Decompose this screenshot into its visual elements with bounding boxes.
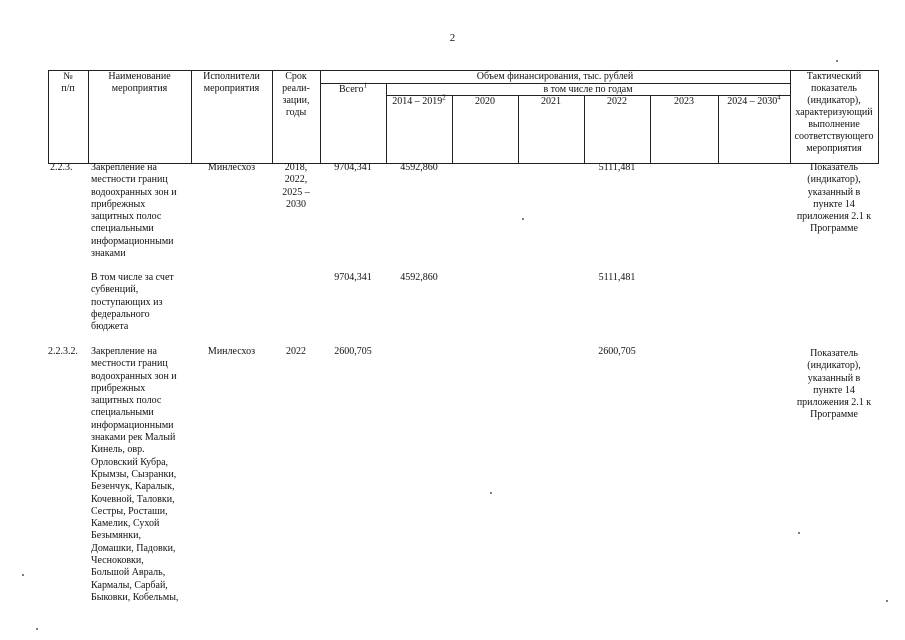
scan-speck bbox=[836, 60, 838, 62]
col-line bbox=[878, 70, 879, 164]
row-executor: Минлесхоз bbox=[207, 346, 256, 357]
row-term: 2022 bbox=[286, 346, 306, 357]
header-num: № п/п bbox=[61, 71, 75, 94]
row-total: 9704,341 bbox=[334, 162, 372, 173]
scan-speck bbox=[522, 218, 524, 220]
header-year-2020 bbox=[452, 96, 518, 108]
header-by-years: в том числе по годам bbox=[543, 84, 633, 95]
row-2022: 5111,481 bbox=[598, 272, 636, 283]
row-2014-2019: 4592,860 bbox=[400, 162, 438, 173]
header-name: Наименование мероприятия bbox=[108, 71, 171, 94]
header-total-label: Всего bbox=[338, 84, 364, 95]
header-year-2024-2030 bbox=[718, 93, 790, 108]
row-name: Закрепление на местности границ водоохранных зон и прибрежных защитных полос специальными информационными знаками рек Малый Кинель, овр. Орловский Кубра, Крымзы, Сызранки, Безенчук, Каралык, Кочевной, Таловки, Сестры, Росташи, Камелик, Сухой Безымянки, Домашки, Падовки, Чесноковки, Большой Авраль, Кармалы, Сарбай, Быковки, Кобельмы, bbox=[91, 346, 179, 603]
scan-speck bbox=[490, 492, 492, 494]
scan-speck bbox=[22, 574, 24, 576]
header-term: Срок реали- зации, годы bbox=[282, 71, 310, 118]
year-label: 2024 – 2030 bbox=[727, 96, 778, 107]
header-executors: Исполнители мероприятия bbox=[203, 71, 260, 94]
header-year-2022 bbox=[584, 96, 650, 108]
year-label: 2022 bbox=[607, 96, 627, 107]
row-indicator: Показатель (индикатор), указанный в пункте 14 приложения 2.1 к Программе bbox=[796, 162, 872, 235]
header-total-footnote: 1 bbox=[363, 81, 368, 90]
header-funding-title: Объем финансирования, тыс. рублей bbox=[476, 71, 634, 82]
year-label: 2023 bbox=[674, 96, 694, 107]
header-total bbox=[320, 81, 386, 96]
row-total: 2600,705 bbox=[334, 346, 372, 357]
row-num: 2.2.3.2. bbox=[48, 346, 78, 357]
row-2022: 2600,705 bbox=[598, 346, 636, 357]
page-number: 2 bbox=[449, 32, 456, 44]
year-label: 2014 – 2019 bbox=[392, 96, 443, 107]
scan-speck bbox=[36, 628, 38, 630]
row-term: 2018, 2022, 2025 – 2030 bbox=[282, 162, 310, 210]
year-label: 2020 bbox=[475, 96, 495, 107]
row-name: В том числе за счет субвенций, поступающих из федерального бюджета bbox=[91, 272, 174, 333]
row-2014-2019: 4592,860 bbox=[400, 272, 438, 283]
header-year-2023 bbox=[650, 96, 718, 108]
row-num: 2.2.3. bbox=[50, 162, 73, 173]
row-indicator: Показатель (индикатор), указанный в пункте 14 приложения 2.1 к Программе bbox=[796, 348, 872, 421]
year-footnote: 2 bbox=[442, 93, 446, 102]
scan-speck bbox=[886, 600, 888, 602]
scan-speck bbox=[798, 532, 800, 534]
row-2022: 5111,481 bbox=[598, 162, 636, 173]
header-year-2021 bbox=[518, 96, 584, 108]
row-name: Закрепление на местности границ водоохранных зон и прибрежных защитных полос специальными информационными знаками bbox=[91, 162, 177, 260]
row-executor: Минлесхоз bbox=[207, 162, 256, 173]
header-indicator: Тактический показатель (индикатор), характеризующий выполнение соответствующего мероприятия bbox=[794, 71, 874, 154]
header-year-2014-2019 bbox=[386, 93, 452, 108]
year-label: 2021 bbox=[541, 96, 561, 107]
row-total: 9704,341 bbox=[334, 272, 372, 283]
year-footnote: 4 bbox=[777, 93, 781, 102]
